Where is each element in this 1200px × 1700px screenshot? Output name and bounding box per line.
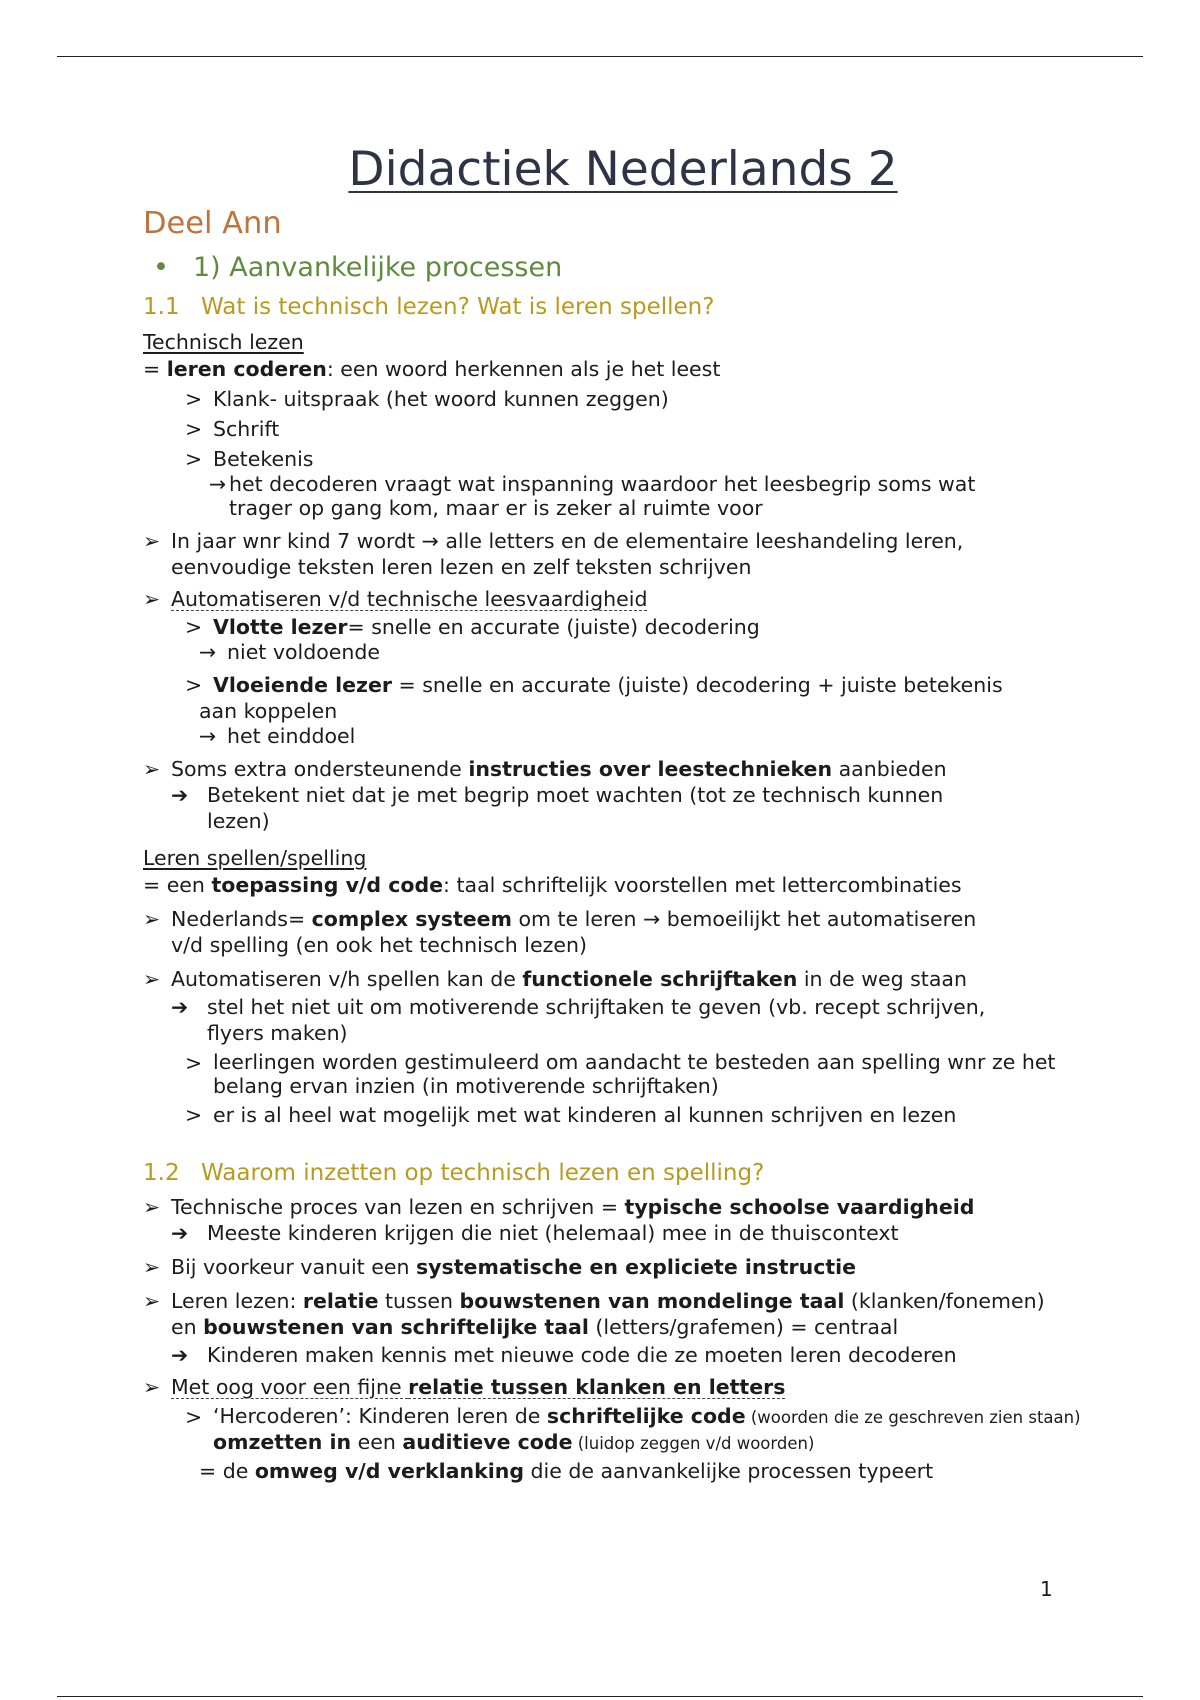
- list-item: > Vloeiende lezer = snelle en accurate (juiste) decodering + juiste betekenis: [185, 673, 1003, 697]
- section-heading-1-2: [143, 1156, 1103, 1190]
- arrow-note: → het decoderen vraagt wat inspanning waardoor het leesbegrip soms wat trager op gang kom, maar er is zeker al ruimte voor: [209, 472, 976, 520]
- gt-marker-icon: >: [185, 417, 203, 441]
- bullet-icon: •: [153, 252, 169, 283]
- header-rule: [57, 56, 1143, 57]
- gt-marker-icon: >: [185, 387, 203, 411]
- list-item: ➢ Automatiseren v/h spellen kan de functionele schrijftaken in de weg staan: [143, 967, 967, 991]
- arrow-item: ➔ stel het niet uit om motiverende schrijftaken te geven (vb. recept schrijven, flyers maken): [171, 995, 986, 1045]
- gt-marker-icon: >: [185, 1103, 203, 1127]
- list-item: ➢ Automatiseren v/d technische leesvaardigheid: [143, 587, 648, 611]
- subheading-technisch-lezen: Technisch lezen: [143, 330, 304, 354]
- list-item: > leerlingen worden gestimuleerd om aandacht te besteden aan spelling wnr ze het belang ervan inzien (in motiverende schrijftaken): [185, 1050, 1056, 1098]
- list-item: > Schrift: [185, 417, 280, 441]
- arrow-note: → het einddoel: [199, 724, 356, 748]
- list-item: > Klank- uitspraak (het woord kunnen zeggen): [185, 387, 669, 411]
- arrow-icon: →: [199, 724, 217, 748]
- list-item: ➢ Technische proces van lezen en schrijven = typische schoolse vaardigheid: [143, 1195, 975, 1219]
- triangle-bullet-icon: ➢: [143, 1255, 161, 1279]
- arrow-icon: ➔: [171, 1343, 189, 1367]
- list-item: ➢ Leren lezen: relatie tussen bouwstenen van mondelinge taal (klanken/fonemen) en bouwstenen van schriftelijke taal (letters/grafemen) = centraal: [143, 1289, 1045, 1339]
- part-heading: Deel Ann: [143, 206, 282, 241]
- gt-marker-icon: >: [185, 1051, 203, 1075]
- arrow-icon: ➔: [171, 783, 189, 807]
- section-title: Wat is technisch lezen? Wat is leren spellen?: [201, 294, 715, 320]
- triangle-bullet-icon: ➢: [143, 967, 161, 991]
- chapter-heading: [153, 248, 1103, 288]
- triangle-bullet-icon: ➢: [143, 1195, 161, 1219]
- gt-marker-icon: >: [185, 673, 203, 697]
- page-content: [143, 140, 1103, 1484]
- arrow-icon: →: [209, 472, 227, 496]
- list-item: > er is al heel wat mogelijk met wat kinderen al kunnen schrijven en lezen: [185, 1103, 957, 1127]
- equation-line: = de omweg v/d verklanking die de aanvankelijke processen typeert: [199, 1459, 934, 1483]
- list-item: > ‘Hercoderen’: Kinderen leren de schriftelijke code (woorden die ze geschreven zien staan) omzetten in een auditieve code (luidop zeggen v/d woorden): [185, 1404, 1081, 1454]
- arrow-item: ➔ Betekent niet dat je met begrip moet wachten (tot ze technisch kunnen lezen): [171, 783, 944, 833]
- section-number: 1.1: [143, 294, 180, 320]
- section-heading-1-1: [143, 290, 1103, 324]
- list-item: > Betekenis: [185, 447, 314, 471]
- list-item: ➢ Nederlands= complex systeem om te leren → bemoeilijkt het automatiseren v/d spelling (en ook het technisch lezen): [143, 907, 977, 957]
- section-number: 1.2: [143, 1160, 180, 1186]
- gt-marker-icon: >: [185, 615, 203, 639]
- triangle-bullet-icon: ➢: [143, 757, 161, 781]
- list-item: > Vlotte lezer= snelle en accurate (juiste) decodering: [185, 615, 760, 639]
- continuation-line: aan koppelen: [199, 699, 338, 723]
- list-item: ➢ Bij voorkeur vanuit een systematische en expliciete instructie: [143, 1255, 857, 1279]
- arrow-item: ➔ Meeste kinderen krijgen die niet (helemaal) mee in de thuiscontext: [171, 1221, 899, 1245]
- arrow-item: ➔ Kinderen maken kennis met nieuwe code die ze moeten leren decoderen: [171, 1343, 957, 1367]
- gt-marker-icon: >: [185, 447, 203, 471]
- section-title: Waarom inzetten op technisch lezen en spelling?: [201, 1160, 765, 1186]
- footer-rule: [57, 1696, 1143, 1697]
- arrow-icon: ➔: [171, 1221, 189, 1245]
- definition-line: = leren coderen: een woord herkennen als je het leest: [143, 357, 721, 381]
- arrow-icon: →: [421, 529, 439, 553]
- list-item: ➢ Met oog voor een fijne relatie tussen klanken en letters: [143, 1375, 786, 1399]
- definition-line: = een toepassing v/d code: taal schriftelijk voorstellen met lettercombinaties: [143, 873, 962, 897]
- document-title: Didactiek Nederlands 2: [348, 142, 898, 197]
- triangle-bullet-icon: ➢: [143, 907, 161, 931]
- arrow-icon: →: [199, 640, 217, 664]
- page-number: 1: [1040, 1577, 1053, 1601]
- gt-marker-icon: >: [185, 1405, 203, 1429]
- list-item: ➢ Soms extra ondersteunende instructies over leestechnieken aanbieden: [143, 757, 947, 781]
- triangle-bullet-icon: ➢: [143, 1375, 161, 1399]
- arrow-icon: ➔: [171, 995, 189, 1019]
- arrow-note: → niet voldoende: [199, 640, 381, 664]
- triangle-bullet-icon: ➢: [143, 1289, 161, 1313]
- chapter-title: 1) Aanvankelijke processen: [193, 252, 563, 283]
- list-item: ➢ In jaar wnr kind 7 wordt → alle letters en de elementaire leeshandeling leren, eenvoudige teksten leren lezen en zelf teksten schrijven: [143, 529, 964, 579]
- arrow-icon: →: [643, 907, 661, 931]
- triangle-bullet-icon: ➢: [143, 587, 161, 611]
- subheading-leren-spellen: Leren spellen/spelling: [143, 846, 367, 870]
- triangle-bullet-icon: ➢: [143, 529, 161, 553]
